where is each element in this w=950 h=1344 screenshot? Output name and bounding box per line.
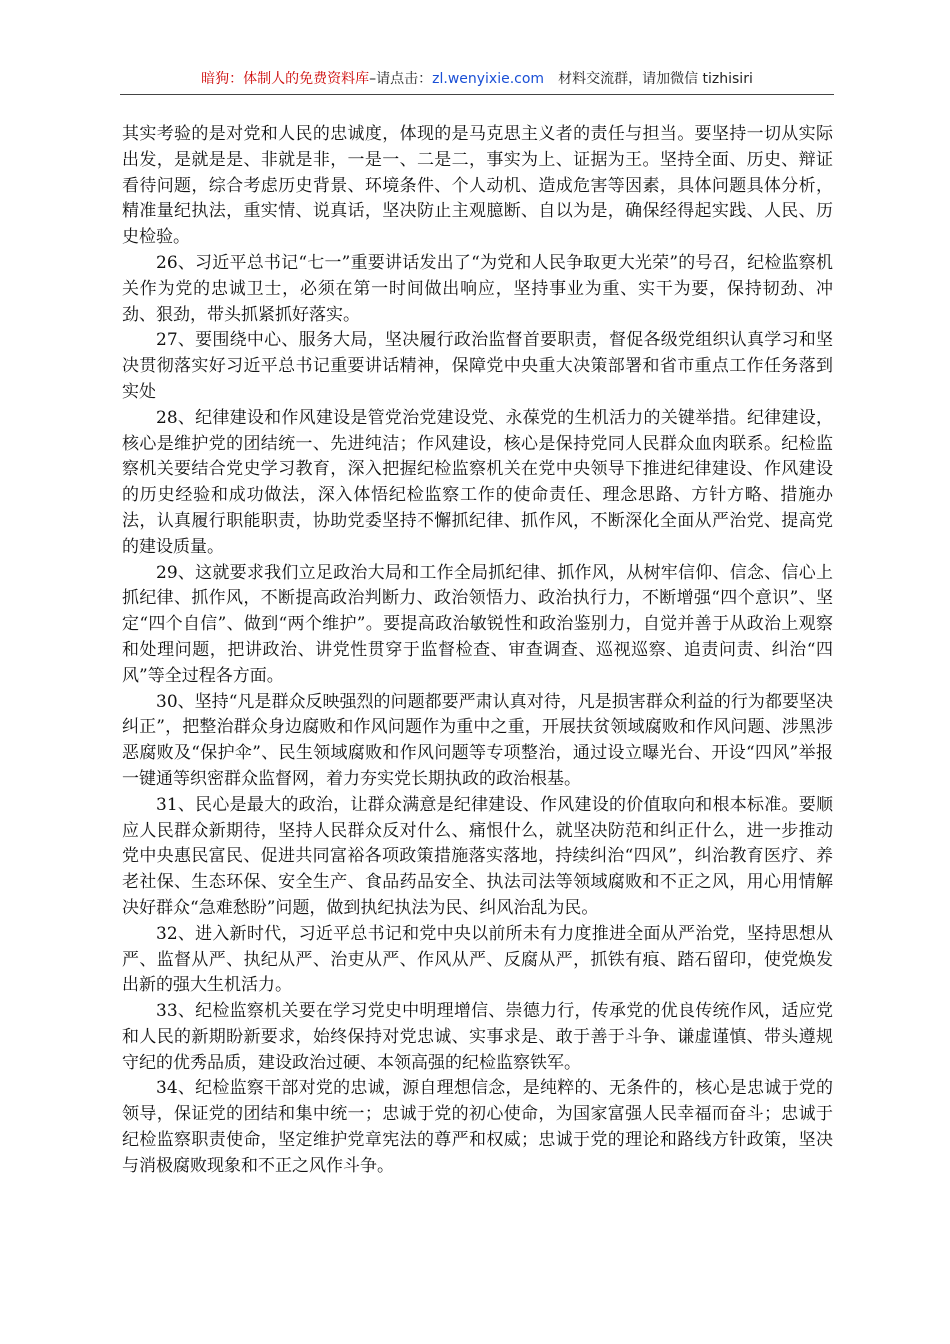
paragraph-33: 33、纪检监察机关要在学习党史中明理增信、崇德力行，传承党的优良传统作风，适应党和人民的新期盼新要求，始终保持对党忠诚、实事求是、敢于善于斗争、谦虚谨慎、带头遵规守纪的优秀品质，建设政治过硬、本领高强的纪检监察铁军。 bbox=[122, 1001, 833, 1073]
header-click-prompt: –请点击： bbox=[369, 71, 433, 87]
paragraph-30: 30、坚持“凡是群众反映强烈的问题都要严肃认真对待，凡是损害群众利益的行为都要坚决纠正”，把整治群众身边腐败和作风问题作为重中之重，开展扶贫领域腐败和作风问题、涉黑涉恶腐败及“保护伞”、民生领域腐败和作风问题等专项整治，通过设立曝光台、开设“四风”举报一键通等织密群众监督网，着力夯实党长期执政的政治根基。 bbox=[122, 691, 833, 789]
paragraph-28: 28、纪律建设和作风建设是管党治党建设党、永葆党的生机活力的关键举措。纪律建设，核心是维护党的团结统一、先进纯洁；作风建设，核心是保持党同人民群众血肉联系。纪检监察机关要结合党史学习教育，深入把握纪检监察机关在党中央领导下推进纪律建设、作风建设的历史经验和成功做法，深入体悟纪检监察工作的使命责任、理念思路、方针方略、措施办法，认真履行职能职责，协助党委坚持不懈抓纪律、抓作风，不断深化全面从严治党、提高党的建设质量。 bbox=[122, 407, 833, 557]
paragraph-27: 27、要围绕中心、服务大局，坚决履行政治监督首要职责，督促各级党组织认真学习和坚决贯彻落实好习近平总书记重要讲话精神，保障党中央重大决策部署和省市重点工作任务落到实处 bbox=[122, 330, 833, 402]
header-url-link[interactable]: zl.wenyixie.com bbox=[432, 71, 545, 87]
paragraph-34: 34、纪检监察干部对党的忠诚，源自理想信念，是纯粹的、无条件的，核心是忠诚于党的领导，保证党的团结和集中统一；忠诚于党的初心使命，为国家富强人民幸福而奋斗；忠诚于纪检监察职责使命，坚定维护党章宪法的尊严和权威；忠诚于党的理论和路线方针政策，坚决与消极腐败现象和不正之风作斗争。 bbox=[122, 1078, 833, 1176]
header-contact: 材料交流群，请加微信 tizhisiri bbox=[558, 71, 753, 87]
paragraph-26: 26、习近平总书记“七一”重要讲话发出了“为党和人民争取更大光荣”的号召，纪检监察机关作为党的忠诚卫士，必须在第一时间做出响应，坚持事业为重、实干为要，保持韧劲、冲劲、狠劲，带头抓紧抓好落实。 bbox=[122, 252, 833, 325]
paragraph-31: 31、民心是最大的政治，让群众满意是纪律建设、作风建设的价值取向和根本标准。要顺应人民群众新期待，坚持人民群众反对什么、痛恨什么，就坚决防范和纠正什么，进一步推动党中央惠民富民、促进共同富裕各项政策措施落实落地，持续纠治“四风”，纠治教育医疗、养老社保、生态环保、安全生产、食品药品安全、执法司法等领域腐败和不正之风，用心用情解决好群众“急难愁盼”问题，做到执纪执法为民、纠风治乱为民。 bbox=[122, 794, 833, 918]
paragraph-32: 32、进入新时代，习近平总书记和党中央以前所未有力度推进全面从严治党，坚持思想从严、监督从严、执纪从严、治吏从严、作风从严、反腐从严，抓铁有痕、踏石留印，使党焕发出新的强大生机活力。 bbox=[122, 923, 833, 996]
page-header bbox=[120, 66, 834, 95]
paragraph-29: 29、这就要求我们立足政治大局和工作全局抓纪律、抓作风，从树牢信仰、信念、信心上抓纪律、抓作风，不断提高政治判断力、政治领悟力、政治执行力，不断增强“四个意识”、坚定“四个自信”、做到“两个维护”。要提高政治敏锐性和政治鉴别力，自觉并善于从政治上观察和处理问题，把讲政治、讲党性贯穿于监督检查、审查调查、巡视巡察、追责问责、纠治“四风”等全过程各方面。 bbox=[122, 562, 833, 686]
paragraph-continued: 其实考验的是对党和人民的忠诚度，体现的是马克思主义者的责任与担当。要坚持一切从实际出发，是就是是、非就是非，一是一、二是二，事实为上、证据为王。坚持全面、历史、辩证看待问题，综合考虑历史背景、环境条件、个人动机、造成危害等因素，具体问题具体分析，精准量纪执法，重实情、说真话，坚决防止主观臆断、自以为是，确保经得起实践、人民、历史检验。 bbox=[122, 124, 833, 248]
header-site-name: 暗狗：体制人的免费资料库 bbox=[201, 71, 370, 87]
document-body bbox=[122, 122, 833, 1180]
